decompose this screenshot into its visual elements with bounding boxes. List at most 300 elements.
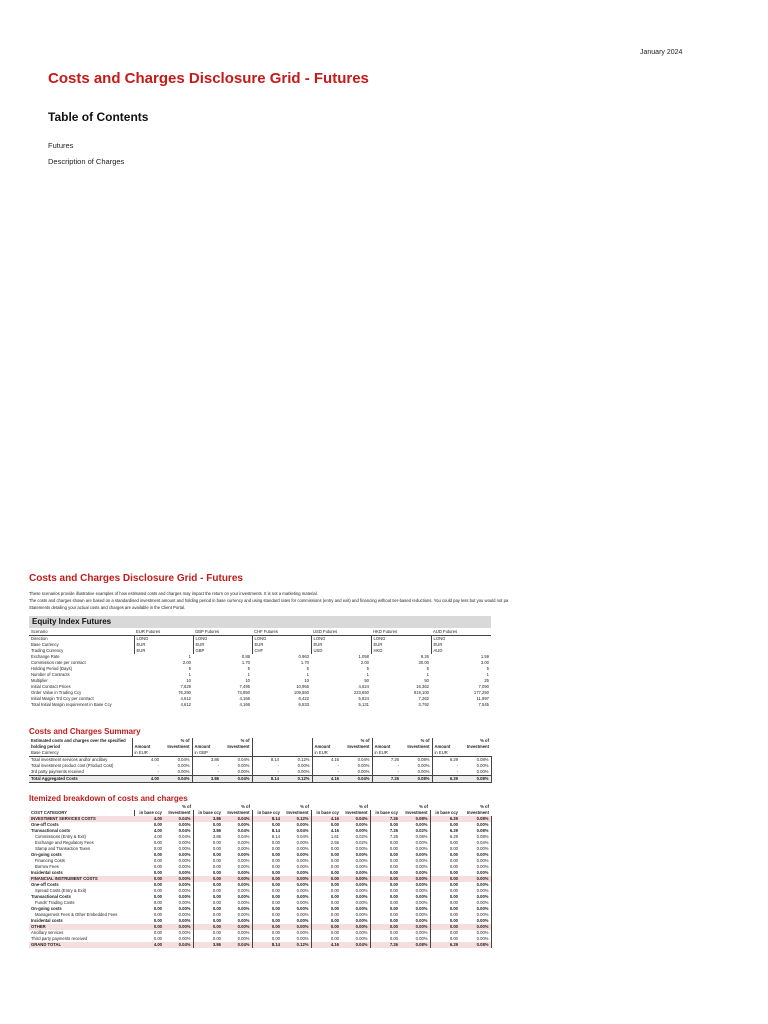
pct-header: % of Investment: [227, 738, 250, 749]
itemized-value: 0.00%: [460, 900, 491, 906]
row-label: Multiplier: [31, 678, 48, 683]
itemized-value: 0.00: [389, 894, 398, 899]
row-label: Order Value in Trading Ccy: [31, 690, 82, 695]
equity-value: GBP: [193, 648, 252, 654]
itemized-value: 0.00: [212, 894, 221, 899]
itemized-value: 0.00%: [460, 870, 491, 876]
equity-value: 4,612: [180, 696, 191, 701]
itemized-value: 0.00%: [164, 894, 193, 900]
itemized-value: 0.00: [449, 894, 458, 899]
toc-item-futures[interactable]: Futures: [48, 141, 74, 150]
itemized-value: 0.00%: [223, 858, 252, 864]
itemized-value: 0.00: [212, 906, 221, 911]
base-ccy-label: Base Currency: [29, 750, 132, 757]
equity-value: 1.70: [300, 660, 309, 665]
itemized-value: 0.00: [449, 846, 458, 851]
summary-title: Costs and Charges Summary: [29, 727, 141, 736]
itemized-value: 0.00%: [164, 912, 193, 918]
itemized-value: 0.00: [330, 930, 339, 935]
itemized-value: 0.00%: [341, 930, 370, 936]
document-date: January 2024: [640, 49, 683, 56]
equity-value: EUR: [252, 642, 311, 648]
summary-value: -: [397, 769, 399, 774]
itemized-value: 0.00: [134, 876, 164, 882]
itemized-value: 0.00: [449, 906, 458, 911]
summary-value: 8.14: [252, 776, 281, 783]
itemized-value: 0.00%: [400, 894, 430, 900]
amount-header: Amount: [132, 738, 161, 750]
itemized-value: 0.00: [212, 864, 221, 869]
itemized-value: 0.00: [153, 852, 162, 857]
equity-value: 1.59: [480, 654, 489, 659]
pct-header: [281, 738, 312, 750]
equity-value: 7,629: [180, 684, 191, 689]
equity-value: CHF: [252, 648, 311, 654]
itemized-value: 0.00: [153, 912, 162, 917]
intro-line: Statements detailing your actual costs and charges are available in the Client Portal.: [29, 605, 186, 610]
row-label: Ancillary services: [31, 930, 64, 935]
pct-header: % of: [300, 804, 309, 809]
equity-value: 7,495: [239, 684, 250, 689]
summary-value: 4.16: [312, 776, 341, 783]
summary-value: 0.04%: [161, 776, 192, 783]
itemized-value: 0.00%: [164, 936, 193, 942]
itemized-value: 0.00: [330, 864, 339, 869]
itemized-value: 0.00%: [341, 912, 370, 918]
summary-value: 0.00%: [401, 769, 432, 776]
itemized-value: 0.08%: [400, 816, 430, 822]
equity-value: 2.00: [360, 660, 369, 665]
equity-value: 6,422: [298, 696, 309, 701]
itemized-value: 0.00%: [341, 906, 370, 912]
itemized-value: 0.00: [271, 840, 280, 845]
itemized-value: 0.00%: [223, 840, 252, 846]
row-label: Base Currency: [31, 642, 59, 647]
itemized-value: 0.00: [252, 924, 282, 930]
itemized-value: 0.00: [212, 882, 221, 887]
equity-value: 4,624: [358, 684, 369, 689]
itemized-value: 0.00%: [223, 888, 252, 894]
itemized-value: 0.00%: [164, 930, 193, 936]
itemized-value: 7.26: [370, 816, 400, 822]
investment-header: Investment: [168, 810, 191, 815]
itemized-value: 0.00%: [164, 924, 193, 930]
equity-value: 3.00: [480, 660, 489, 665]
itemized-value: 0.00%: [164, 864, 193, 870]
itemized-value: 4.00: [153, 834, 162, 839]
itemized-value: 0.00%: [341, 822, 370, 828]
itemized-value: 0.00%: [460, 888, 491, 894]
equity-value: 819,100: [413, 690, 429, 695]
itemized-value: 0.00: [430, 924, 460, 930]
itemized-value: 0.04%: [164, 834, 193, 840]
equity-value: 5: [247, 666, 250, 671]
equity-value: USD: [311, 648, 371, 654]
itemized-value: 6.29: [430, 942, 460, 948]
itemized-value: 0.00%: [341, 864, 370, 870]
equity-value: 1: [306, 672, 309, 677]
itemized-value: 0.00: [271, 912, 280, 917]
equity-value: 10,955: [296, 684, 309, 689]
itemized-value: 0.00: [389, 858, 398, 863]
summary-value: 0.04%: [341, 757, 372, 764]
summary-value: -: [217, 763, 219, 768]
equity-value: EUR: [431, 642, 491, 648]
summary-value: -: [277, 769, 279, 774]
itemized-value: 0.00: [389, 906, 398, 911]
itemized-value: 0.00: [330, 870, 339, 875]
itemized-value: 0.00: [193, 924, 223, 930]
itemized-value: 0.00: [389, 918, 398, 923]
itemized-value: 0.00%: [341, 924, 370, 930]
itemized-value: 0.04%: [223, 816, 252, 822]
summary-value: -: [397, 763, 399, 768]
equity-value: 76,290: [178, 690, 191, 695]
itemized-value: 0.00: [153, 858, 162, 863]
summary-value: 0.00%: [460, 769, 491, 776]
itemized-value: 0.00: [330, 822, 339, 827]
summary-table: [29, 738, 492, 783]
itemized-value: 0.00: [153, 894, 162, 899]
itemized-value: 0.04%: [341, 942, 370, 948]
itemized-value: 0.04%: [223, 834, 252, 840]
itemized-value: 0.00: [311, 924, 341, 930]
itemized-value: 4.16: [311, 942, 341, 948]
toc-item-description[interactable]: Description of Charges: [48, 157, 125, 166]
itemized-value: 0.02%: [400, 828, 430, 834]
summary-value: 0.04%: [221, 757, 252, 764]
itemized-value: 0.00: [271, 870, 280, 875]
summary-value: 0.00%: [281, 769, 312, 776]
itemized-value: 0.00: [449, 888, 458, 893]
itemized-value: 0.04%: [223, 828, 252, 834]
itemized-value: 0.00%: [223, 924, 252, 930]
document-title: Costs and Charges Disclosure Grid - Futures: [48, 70, 369, 87]
itemized-value: 0.00: [389, 888, 398, 893]
itemized-value: 0.00%: [460, 924, 491, 930]
itemized-value: 0.00: [212, 852, 221, 857]
itemized-value: 0.00: [449, 936, 458, 941]
row-label: Direction: [31, 636, 48, 641]
equity-value: CHF Futures: [252, 629, 311, 636]
itemized-value: 0.00%: [341, 870, 370, 876]
intro-line: These scenarios provide illustrative examples of how estimated costs and charges may impact the return on your investments. It is not a marketing material.: [29, 591, 318, 596]
itemized-value: 0.04%: [341, 816, 370, 822]
pct-header: % of: [241, 804, 250, 809]
itemized-value: 8.14: [252, 942, 282, 948]
itemized-value: 0.00: [153, 900, 162, 905]
itemized-value: 0.00: [271, 822, 280, 827]
itemized-value: 0.00: [271, 882, 280, 887]
summary-value: 0.12%: [281, 757, 312, 764]
equity-value: 223,650: [353, 690, 369, 695]
itemized-value: 0.12%: [282, 816, 311, 822]
itemized-value: 7.26: [389, 834, 398, 839]
itemized-value: 0.00%: [164, 882, 193, 888]
itemized-value: 0.00%: [223, 894, 252, 900]
itemized-value: 0.00: [330, 846, 339, 851]
intro-line: The costs and charges shown are based on a standardised investment amount and holding period in base currency and using standard rates for commissions (entry and exit) and financing without tier-based reductions. You could pay less but you would not pa: [29, 598, 509, 603]
itemized-value: 0.00: [449, 900, 458, 905]
itemized-value: 0.00%: [164, 840, 193, 846]
itemized-value: 0.00%: [460, 894, 491, 900]
itemized-value: 0.00: [389, 936, 398, 941]
itemized-value: 0.00: [389, 846, 398, 851]
ccy-label: in EUR: [312, 750, 341, 757]
investment-header: Investment: [286, 810, 309, 815]
equity-value: 5,131: [358, 702, 369, 707]
equity-value: 10: [186, 678, 191, 683]
itemized-value: 0.00: [212, 936, 221, 941]
itemized-value: 0.04%: [460, 840, 491, 846]
equity-value: 74,950: [237, 690, 250, 695]
equity-value: LONG: [371, 636, 431, 643]
itemized-value: 0.08%: [460, 942, 491, 948]
summary-value: 7.26: [390, 757, 399, 762]
itemized-value: 0.00: [330, 936, 339, 941]
itemized-value: 0.00%: [341, 936, 370, 942]
itemized-value: 0.00: [449, 858, 458, 863]
itemized-value: 0.04%: [164, 828, 193, 834]
itemized-value: 0.00: [271, 906, 280, 911]
itemized-value: 0.00%: [223, 912, 252, 918]
itemized-value: 0.00: [271, 864, 280, 869]
equity-value: 30.00: [418, 660, 429, 665]
summary-value: 0.00%: [161, 769, 192, 776]
equity-index-band: Equity Index Futures: [29, 616, 491, 628]
itemized-value: 0.00%: [223, 870, 252, 876]
ccy-label: in EUR: [432, 750, 460, 757]
itemized-value: 0.00%: [164, 852, 193, 858]
itemized-value: 0.00%: [223, 900, 252, 906]
row-label: FINANCIAL INSTRUMENT COSTS: [29, 876, 134, 882]
row-label: Scenario: [29, 629, 134, 636]
equity-value: 7,545: [478, 702, 489, 707]
itemized-value: 0.00: [153, 840, 162, 845]
row-label: Incidental costs: [31, 870, 63, 875]
summary-value: 0.12%: [281, 776, 312, 783]
summary-value: 8.14: [270, 757, 279, 762]
pct-header: % of: [480, 804, 489, 809]
summary-value: 3.86: [192, 776, 221, 783]
equity-value: GBP Futures: [193, 629, 252, 636]
summary-value: -: [337, 769, 339, 774]
equity-value: HKD: [371, 648, 431, 654]
itemized-value: 0.04%: [164, 942, 193, 948]
itemized-value: 0.04%: [223, 942, 252, 948]
equity-value: EUR: [134, 642, 193, 648]
summary-header-label: Estimated costs and charges over the specified holding period: [31, 738, 126, 749]
itemized-value: 4.16: [311, 816, 341, 822]
itemized-value: 0.00: [449, 822, 458, 827]
itemized-value: 0.00: [389, 822, 398, 827]
itemized-value: 3.86: [212, 834, 221, 839]
ccy-label: in EUR: [132, 750, 161, 757]
row-label: Management Fees & Other Embedded Fees: [35, 912, 118, 917]
row-label: Total investment services and/or ancillary: [31, 757, 108, 762]
equity-params-table: [29, 629, 491, 708]
itemized-value: 0.04%: [164, 816, 193, 822]
investment-header: Investment: [345, 810, 368, 815]
equity-value: 7,090: [478, 684, 489, 689]
equity-value: 1: [247, 672, 250, 677]
itemized-value: 0.00%: [460, 930, 491, 936]
itemized-value: 0.00%: [400, 900, 430, 906]
itemized-value: 0.00: [449, 852, 458, 857]
ccy-label: in GBP: [192, 750, 221, 757]
summary-value: 0.04%: [161, 757, 192, 764]
itemized-value: 0.00%: [460, 882, 491, 888]
row-label: Financing Costs: [35, 858, 66, 863]
row-label: On-going costs: [31, 852, 62, 857]
amount-header: Amount: [192, 738, 221, 750]
itemized-value: 0.00%: [223, 876, 252, 882]
amount-header: Amount: [432, 738, 460, 750]
itemized-value: 0.00%: [223, 918, 252, 924]
itemized-value: 0.00: [212, 918, 221, 923]
itemized-value: 0.00: [271, 858, 280, 863]
itemized-value: 0.00%: [282, 864, 311, 870]
equity-value: 4,612: [180, 702, 191, 707]
row-label: GRAND TOTAL: [29, 942, 134, 948]
itemized-value: 0.00: [330, 888, 339, 893]
itemized-value: 0.00: [271, 918, 280, 923]
itemized-value: 0.00%: [282, 894, 311, 900]
itemized-value: 0.00%: [164, 906, 193, 912]
itemized-value: 0.08%: [460, 816, 491, 822]
equity-value: EUR Futures: [134, 629, 193, 636]
itemized-value: 0.00%: [400, 852, 430, 858]
summary-value: -: [456, 769, 458, 774]
equity-value: 1: [188, 672, 191, 677]
row-label: Exchange Rate: [31, 654, 60, 659]
summary-row: [29, 776, 491, 783]
summary-value: 0.00%: [221, 769, 252, 776]
row-label: OTHER: [29, 924, 134, 930]
itemized-value: 3.86: [212, 828, 221, 833]
equity-value: 1.058: [358, 654, 369, 659]
itemized-value: 0.00%: [341, 900, 370, 906]
equity-value: 5: [306, 666, 309, 671]
itemized-value: 0.00%: [282, 936, 311, 942]
itemized-value: 0.00: [389, 852, 398, 857]
summary-value: 0.00%: [401, 763, 432, 769]
row-label: Transactional Costs: [31, 894, 71, 899]
equity-value: EUR: [134, 648, 193, 654]
itemized-value: 0.00: [212, 870, 221, 875]
amount-header: Amount: [312, 738, 341, 750]
base-ccy-header: in base ccy: [311, 810, 341, 816]
itemized-value: 0.00: [330, 894, 339, 899]
equity-value: 16,362: [416, 684, 429, 689]
itemized-value: 0.00: [389, 882, 398, 887]
equity-value: 6,533: [298, 702, 309, 707]
itemized-value: 0.00: [271, 888, 280, 893]
itemized-value: 0.00%: [223, 846, 252, 852]
itemized-value: 0.00%: [282, 858, 311, 864]
itemized-value: 0.00%: [282, 900, 311, 906]
summary-value: 4.00: [150, 757, 159, 762]
summary-value: 0.08%: [460, 776, 491, 783]
row-label: Total Initial Margin requirement in Base Ccy: [31, 702, 112, 707]
itemized-value: 0.00%: [282, 888, 311, 894]
itemized-value: 0.00: [212, 840, 221, 845]
itemized-value: 0.00%: [460, 936, 491, 942]
summary-value: 0.08%: [460, 757, 491, 764]
itemized-value: 0.00%: [341, 852, 370, 858]
summary-value: 0.08%: [401, 757, 432, 764]
summary-value: 0.00%: [341, 763, 372, 769]
row-label: On-going costs: [31, 906, 62, 911]
amount-header: Amount: [372, 738, 401, 750]
itemized-value: 0.00%: [400, 876, 430, 882]
itemized-value: 0.00: [449, 918, 458, 923]
itemized-value: 0.00%: [400, 888, 430, 894]
itemized-value: 0.00: [449, 930, 458, 935]
equity-value: 1: [366, 672, 369, 677]
itemized-value: 0.00: [370, 924, 400, 930]
itemized-value: 0.00%: [341, 846, 370, 852]
itemized-value: 0.00: [389, 930, 398, 935]
equity-value: LONG: [431, 636, 491, 643]
equity-value: 10: [304, 678, 309, 683]
row-label: Stamp and Transaction Taxes: [35, 846, 91, 851]
equity-value: 4,166: [239, 702, 250, 707]
itemized-value: 0.00: [153, 918, 162, 923]
itemized-value: 8.14: [252, 816, 282, 822]
ccy-label: in EUR: [372, 750, 401, 757]
itemized-value: 0.00%: [164, 876, 193, 882]
itemized-value: 0.00: [330, 882, 339, 887]
pct-header: % of Investment: [466, 738, 489, 749]
row-label: Exchange and Regulatory Fees: [35, 840, 94, 845]
itemized-value: 8.14: [271, 834, 280, 839]
itemized-value: 0.00%: [341, 882, 370, 888]
itemized-value: 0.00: [212, 900, 221, 905]
itemized-value: 0.00%: [460, 852, 491, 858]
itemized-value: 0.00: [193, 876, 223, 882]
itemized-value: 0.00: [134, 924, 164, 930]
itemized-value: 0.00%: [400, 936, 430, 942]
equity-value: LONG: [252, 636, 311, 643]
itemized-value: 0.00%: [400, 840, 430, 846]
summary-value: 0.00%: [341, 769, 372, 776]
itemized-value: 0.00: [153, 906, 162, 911]
itemized-value: 0.00: [271, 846, 280, 851]
itemized-value: 0.00%: [164, 822, 193, 828]
equity-value: LONG: [134, 636, 193, 643]
summary-value: 4.00: [132, 776, 161, 783]
itemized-value: 0.04%: [282, 834, 311, 840]
equity-value: 1.70: [241, 660, 250, 665]
itemized-value: 0.00: [449, 882, 458, 887]
itemized-value: 0.00: [153, 888, 162, 893]
row-label: Number of Contracts: [31, 672, 70, 677]
itemized-value: 0.00: [271, 900, 280, 905]
itemized-value: 0.00: [212, 822, 221, 827]
itemized-value: 7.26: [389, 828, 398, 833]
summary-value: 6.29: [449, 757, 458, 762]
itemized-value: 0.00%: [164, 858, 193, 864]
summary-value: -: [456, 763, 458, 768]
equity-value: 0.88: [241, 654, 250, 659]
itemized-value: 0.00%: [223, 930, 252, 936]
row-label: Incidental costs: [31, 918, 63, 923]
itemized-value: 0.00: [430, 876, 460, 882]
equity-value: 5: [188, 666, 191, 671]
base-ccy-header: in base ccy: [134, 810, 164, 816]
itemized-value: 0.00%: [341, 894, 370, 900]
